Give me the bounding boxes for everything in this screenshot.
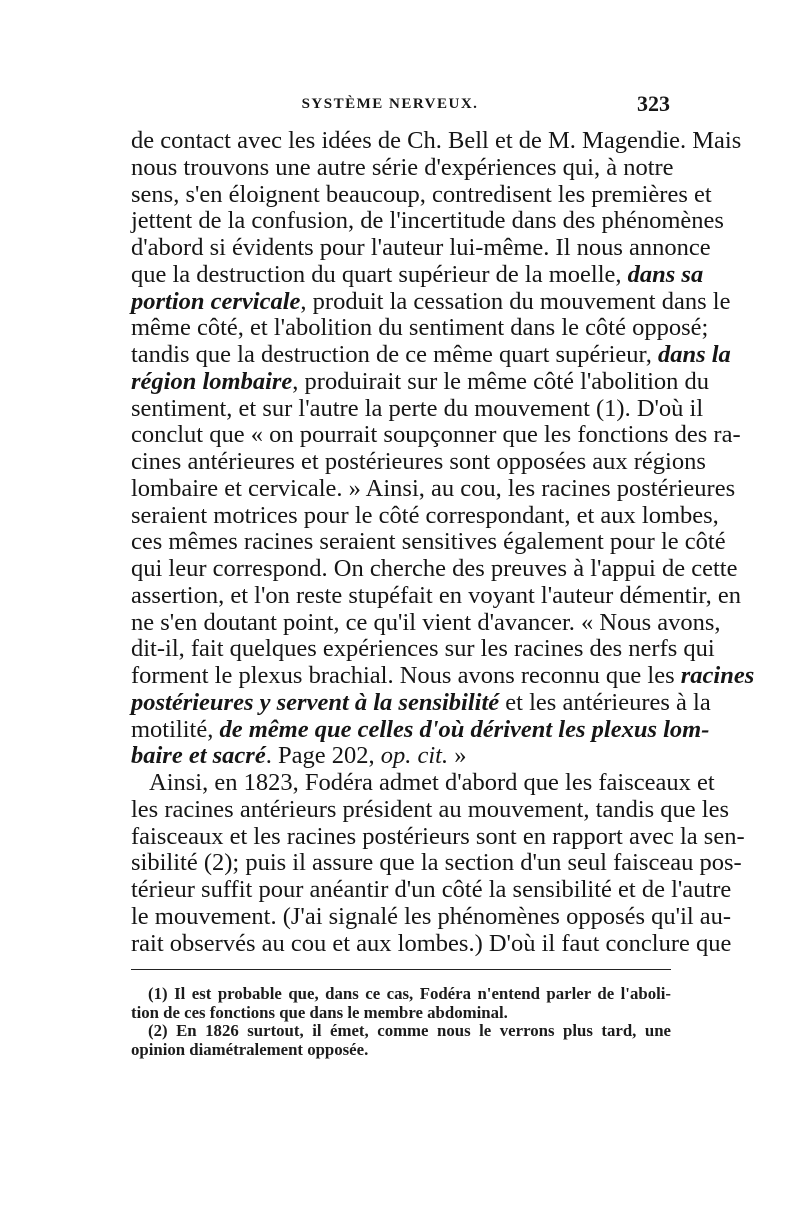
footnote-line: (1) Il est probable que, dans ce cas, Fodéra n'entend parler de l'aboli- — [148, 984, 671, 1003]
italic-phrase: dans la — [657, 341, 731, 368]
text-segment: et les antérieures à la — [499, 688, 711, 716]
text-segment: le mouvement. (J'ai signalé les phénomènes opposés qu'il au- — [131, 902, 732, 930]
footnote-divider — [131, 969, 671, 970]
text-line — [131, 127, 742, 155]
italic-phrase: baire et sacré — [131, 742, 266, 770]
text-segment: d'abord si évidents pour l'auteur lui-même. Il nous annonce — [131, 234, 711, 261]
text-segment: qui leur correspond. On cherche des preuves à l'appui de cette — [131, 555, 738, 582]
text-line — [131, 474, 736, 503]
text-line — [131, 743, 671, 770]
text-line — [131, 528, 726, 556]
text-line — [131, 715, 710, 744]
text-segment: rait observés au cou et aux lombes.) D'où il faut conclure que — [131, 929, 732, 957]
footnote-line: (2) En 1826 surtout, il émet, comme nous le verrons plus tard, une — [148, 1021, 671, 1041]
text-line — [131, 367, 710, 396]
text-segment: , produirait sur le même côté l'abolition du — [292, 367, 710, 395]
text-segment: . Page 202, — [265, 742, 381, 770]
running-title: SYSTÈME NERVEUX. — [301, 96, 479, 112]
text-segment: sibilité (2); puis il assure que la section d'un seul faisceau pos- — [131, 849, 742, 877]
text-line — [131, 822, 745, 851]
text-line — [131, 902, 732, 931]
text-segment: lombaire et cervicale. » Ainsi, au cou, les racines postérieures — [131, 474, 736, 502]
text-segment: térieur suffit pour anéantir d'un côté la sensibilité et de l'autre — [131, 876, 732, 903]
text-segment: motilité, — [131, 715, 220, 743]
text-segment: cines antérieures et postérieures sont opposées aux régions — [131, 448, 706, 475]
text-segment: assertion, et l'on reste stupéfait en voyant l'auteur démentir, en — [131, 581, 741, 609]
text-line — [131, 421, 741, 449]
text-line — [131, 769, 715, 797]
italic-phrase: dans sa — [627, 260, 704, 288]
text-line — [131, 153, 674, 182]
text-segment: même côté, et l'abolition du sentiment dans le côté opposé; — [131, 314, 709, 342]
text-line — [131, 795, 730, 824]
text-line — [131, 608, 721, 637]
text-line — [131, 688, 711, 717]
text-segment: les racines antérieurs président au mouvement, tandis que les — [131, 795, 730, 823]
text-line — [131, 876, 732, 904]
text-segment: forment le plexus brachial. Nous avons reconnu que les — [131, 662, 681, 689]
text-segment: sentiment, et sur l'autre la perte du mouvement (1). D'où il — [131, 394, 704, 422]
text-segment: ces mêmes racines seraient sensitives également pour le côté — [131, 528, 726, 556]
page-number: 323 — [637, 91, 670, 116]
text-line — [131, 635, 715, 663]
text-line — [131, 287, 731, 316]
text-segment: dit-il, fait quelques expériences sur les racines des nerfs qui — [131, 635, 715, 663]
text-line — [131, 581, 741, 610]
text-segment: faisceaux et les racines postérieurs sont en rapport avec la sen- — [131, 822, 745, 850]
text-segment: que la destruction du quart supérieur de la moelle, — [131, 260, 628, 288]
text-segment: , produit la cessation du mouvement dans le — [300, 287, 731, 315]
text-line — [131, 180, 712, 209]
italic-phrase: de même que celles d'où dérivent les plexus lom- — [219, 715, 710, 743]
italic-phrase: racines — [680, 662, 755, 689]
text-segment: de contact avec les idées de Ch. Bell et de M. Magendie. Mais — [131, 127, 742, 154]
main-text — [131, 127, 755, 957]
text-segment: nous trouvons une autre série d'expériences qui, à notre — [131, 153, 674, 181]
text-segment: tandis que la destruction de ce même quart supérieur, — [131, 341, 658, 368]
text-line — [131, 314, 709, 342]
text-segment: seraient motrices pour le côté correspondant, et aux lombes, — [131, 501, 719, 529]
text-line — [131, 260, 704, 289]
text-segment: jettent de la confusion, de l'incertitude dans des phénomènes — [131, 207, 724, 235]
footnote-line: tion de ces fonctions que dans le membre abdominal. — [131, 1002, 508, 1022]
text-line — [131, 929, 732, 958]
text-line — [131, 501, 719, 530]
text-segment: » — [448, 742, 467, 770]
text-segment: ne s'en doutant point, ce qu'il vient d'avancer. « Nous avons, — [131, 608, 721, 636]
italic-phrase: postérieures y servent à la sensibilité — [131, 688, 500, 716]
text-line — [131, 555, 738, 583]
text-segment: conclut que « on pourrait soupçonner que les fonctions des ra- — [131, 421, 741, 449]
text-line — [131, 394, 704, 423]
italic-phrase: région lombaire — [131, 367, 293, 395]
text-line — [131, 341, 731, 369]
text-line — [131, 849, 742, 877]
text-segment: sens, s'en éloignent beaucoup, contredisent les premières et — [131, 180, 712, 208]
italic-phrase: portion cervicale — [131, 287, 301, 315]
text-line — [131, 234, 711, 262]
text-segment: Ainsi, en 1823, Fodéra admet d'abord que les faisceaux et — [149, 769, 715, 796]
footnotes — [131, 985, 671, 1059]
text-line — [131, 448, 706, 476]
italic-phrase: op. cit. — [380, 742, 449, 770]
footnote-line: opinion diamétralement opposée. — [131, 1039, 369, 1059]
text-line — [131, 207, 724, 235]
text-line — [131, 662, 755, 690]
